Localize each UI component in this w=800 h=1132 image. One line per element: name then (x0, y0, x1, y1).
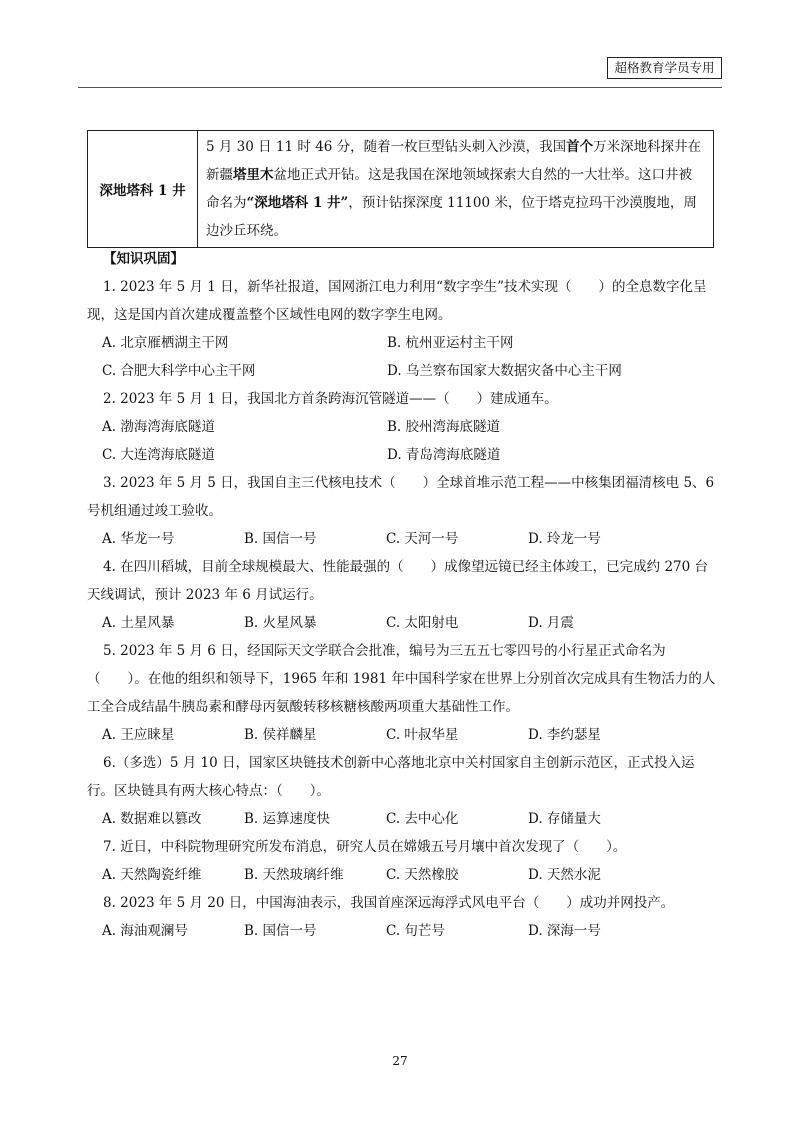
info-table (87, 130, 714, 248)
question-5 (87, 637, 719, 749)
question-1 (87, 273, 719, 385)
option-d: D. 深海一号 (528, 923, 601, 939)
watermark-label: 超格教育学员专用 (607, 57, 722, 79)
option-b: B. 侯祥麟星 (244, 727, 317, 743)
question-6 (87, 749, 719, 833)
question-3 (87, 469, 719, 553)
question-8 (87, 889, 719, 945)
header-rule (78, 87, 722, 88)
question-list (87, 245, 719, 945)
option-d: D. 存储量大 (528, 811, 601, 827)
page-number: 27 (392, 1054, 408, 1068)
option-a: A. 北京雁栖湖主干网 (102, 335, 229, 351)
option-b: B. 运算速度快 (244, 811, 331, 827)
question-text: 6.（多选）5 月 10 日，国家区块链技术创新中心落地北京中关村国家自主创新示范区，正式投入运行。区块链具有两大核心特点：（ ）。 (87, 755, 695, 799)
option-d: D. 青岛湾海底隧道 (387, 447, 501, 463)
option-d: D. 乌兰察布国家大数据灾备中心主干网 (387, 363, 622, 379)
option-c: C. 大连湾海底隧道 (102, 447, 215, 463)
option-b: B. 胶州湾海底隧道 (387, 419, 501, 435)
option-b: B. 国信一号 (244, 923, 317, 939)
question-4 (87, 553, 719, 637)
option-c: C. 句芒号 (386, 923, 445, 939)
question-text: 3. 2023 年 5 月 5 日，我国自主三代核电技术（ ）全球首堆示范工程——中核集团福清核电 5、6 号机组通过竣工验收。 (87, 475, 715, 519)
question-2 (87, 385, 719, 469)
option-d: D. 天然水泥 (528, 867, 601, 883)
option-a: A. 土星风暴 (102, 615, 175, 631)
question-text: 4. 在四川稻城，目前全球规模最大、性能最强的（ ）成像望远镜已经主体竣工，已完成约 270 台天线调试，预计 2023 年 6 月试运行。 (87, 559, 709, 603)
question-text: 7. 近日，中科院物理研究所发布消息，研究人员在嫦娥五号月壤中首次发现了（ ）。 (103, 839, 627, 855)
question-text: 2. 2023 年 5 月 1 日，我国北方首条跨海沉管隧道——（ ）建成通车。 (103, 391, 558, 407)
question-text: 8. 2023 年 5 月 20 日，中国海油表示，我国首座深远海浮式风电平台（ ）成功并网投产。 (103, 895, 675, 911)
table-desc-cell: 5 月 30 日 11 时 46 分，随着一枚巨型钻头刺入沙漠，我国首个万米深地科探井在新疆塔里木盆地正式开钻。这是我国在深地领域探索大自然的一大壮举。这口井被命名为“深地塔科 1 井”，预计钻探深度 11100 米，位于塔克拉玛干沙漠腹地，周边沙丘环绕。 (198, 131, 714, 248)
option-c: C. 叶叔华星 (386, 727, 459, 743)
section-title: 【知识巩固】 (103, 251, 184, 267)
option-c: C. 去中心化 (386, 811, 459, 827)
option-d: D. 玲龙一号 (528, 531, 601, 547)
question-7 (87, 833, 719, 889)
option-c: C. 天然橡胶 (386, 867, 459, 883)
option-a: A. 渤海湾海底隧道 (102, 419, 215, 435)
option-a: A. 海油观澜号 (102, 923, 188, 939)
option-c: C. 天河一号 (386, 531, 459, 547)
option-d: D. 月震 (528, 615, 574, 631)
option-b: B. 天然玻璃纤维 (244, 867, 344, 883)
option-b: B. 国信一号 (244, 531, 317, 547)
option-c: C. 太阳射电 (386, 615, 459, 631)
table-name-cell: 深地塔科 1 井 (88, 131, 198, 248)
question-text: 5. 2023 年 5 月 6 日，经国际天文学联合会批准，编号为三五五七零四号的小行星正式命名为（ ）。在他的组织和领导下，1965 年和 1981 年中国科学家在世界上分别首次完成具有生物活力的人工全合成结晶牛胰岛素和酵母丙氨酸转移核糖核酸两项重大基础性工作。 (87, 643, 716, 715)
option-a: A. 华龙一号 (102, 531, 175, 547)
option-b: B. 杭州亚运村主干网 (387, 335, 514, 351)
question-text: 1. 2023 年 5 月 1 日，新华社报道，国网浙江电力利用“数字孪生”技术实现（ ）的全息数字化呈现，这是国内首次建成覆盖整个区域性电网的数字孪生电网。 (87, 279, 707, 323)
option-d: D. 李约瑟星 (528, 727, 601, 743)
option-a: A. 数据难以篡改 (102, 811, 202, 827)
option-c: C. 合肥大科学中心主干网 (102, 363, 256, 379)
option-a: A. 王应睐星 (102, 727, 175, 743)
option-b: B. 火星风暴 (244, 615, 317, 631)
option-a: A. 天然陶瓷纤维 (102, 867, 202, 883)
